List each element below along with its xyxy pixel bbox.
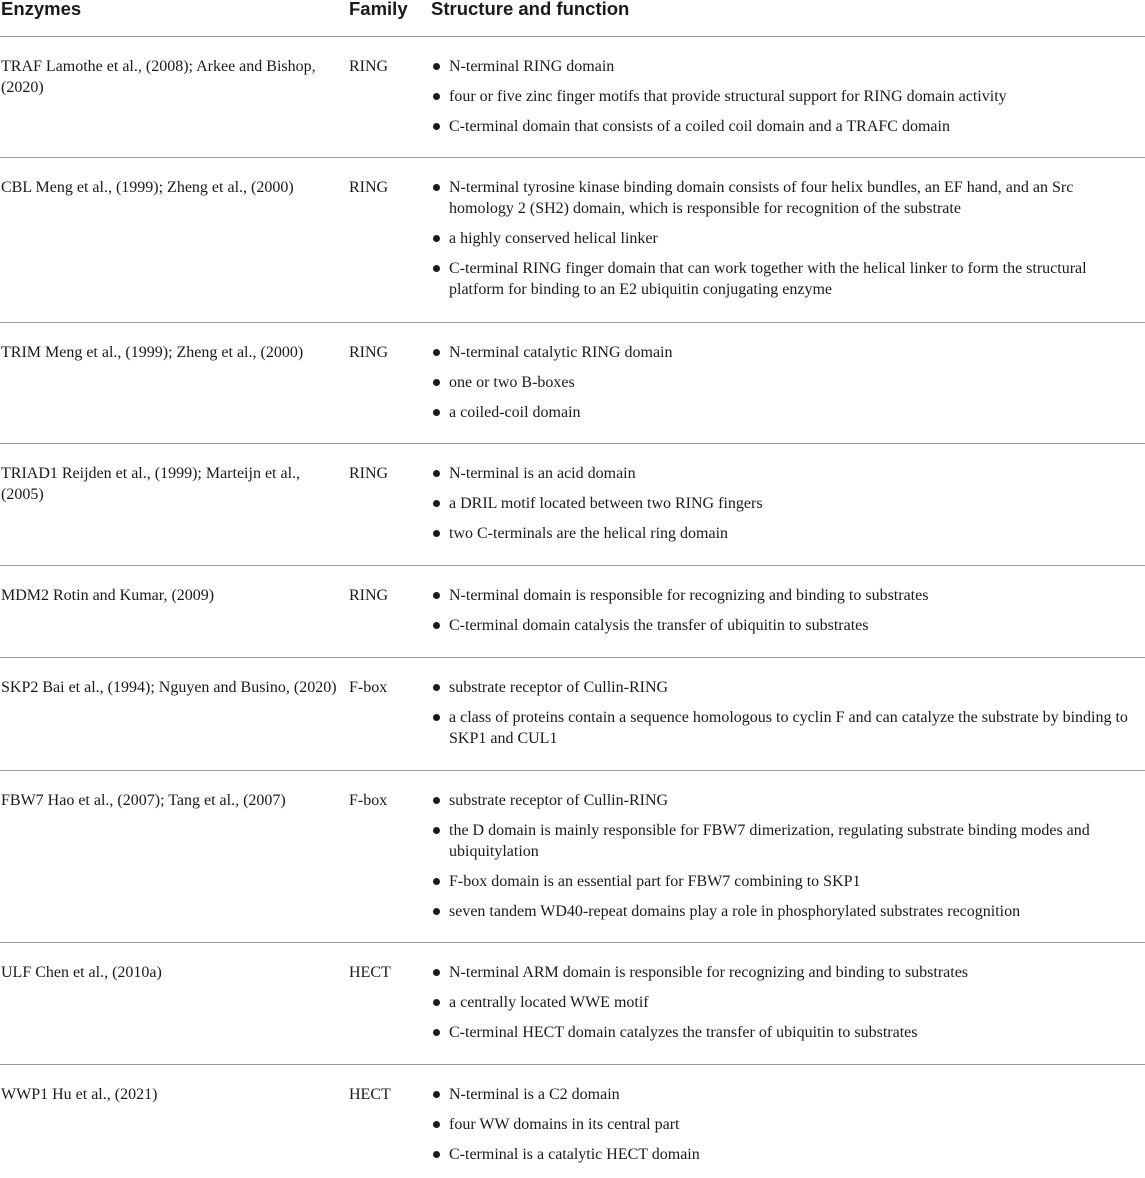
table-row bbox=[0, 771, 1145, 943]
list-item: C-terminal is a catalytic HECT domain bbox=[431, 1144, 1139, 1165]
list-item: N-terminal is a C2 domain bbox=[431, 1084, 1139, 1105]
header-structure: Structure and function bbox=[431, 0, 630, 19]
list-item: C-terminal domain that consists of a coiled coil domain and a TRAFC domain bbox=[431, 116, 1139, 137]
structure-cell bbox=[431, 1084, 1145, 1178]
list-item: one or two B-boxes bbox=[431, 372, 1139, 393]
structure-cell bbox=[431, 962, 1145, 1064]
family-name: RING bbox=[349, 465, 389, 482]
header-enzymes: Enzymes bbox=[1, 0, 82, 19]
family-name: F-box bbox=[349, 679, 388, 696]
list-item: a highly conserved helical linker bbox=[431, 228, 1139, 249]
structure-list bbox=[431, 342, 1139, 423]
family-name: HECT bbox=[349, 964, 391, 981]
list-item: C-terminal domain catalysis the transfer of ubiquitin to substrates bbox=[431, 615, 1139, 636]
family-cell bbox=[349, 1084, 431, 1178]
structure-list bbox=[431, 1084, 1139, 1165]
list-item: substrate receptor of Cullin-RING bbox=[431, 790, 1139, 811]
list-item: the D domain is mainly responsible for FBW7 dimerization, regulating substrate binding modes and ubiquitylation bbox=[431, 820, 1139, 862]
list-item: C-terminal HECT domain catalyzes the transfer of ubiquitin to substrates bbox=[431, 1022, 1139, 1043]
structure-cell bbox=[431, 677, 1145, 770]
family-name: RING bbox=[349, 58, 389, 75]
list-item: a DRIL motif located between two RING fingers bbox=[431, 493, 1139, 514]
enzyme-name: TRAF Lamothe et al., (2008); Arkee and Bishop, (2020) bbox=[1, 58, 316, 96]
family-cell bbox=[349, 790, 431, 942]
enzyme-cell bbox=[0, 790, 349, 942]
enzyme-cell bbox=[0, 463, 349, 565]
enzyme-cell bbox=[0, 585, 349, 657]
table-row bbox=[0, 444, 1145, 566]
structure-cell bbox=[431, 790, 1145, 942]
list-item: substrate receptor of Cullin-RING bbox=[431, 677, 1139, 698]
list-item: a coiled-coil domain bbox=[431, 402, 1139, 423]
enzyme-name: MDM2 Rotin and Kumar, (2009) bbox=[1, 587, 215, 604]
enzyme-cell bbox=[0, 56, 349, 157]
structure-list bbox=[431, 177, 1139, 300]
enzyme-cell bbox=[0, 342, 349, 443]
enzyme-cell bbox=[0, 677, 349, 770]
enzyme-cell bbox=[0, 962, 349, 1064]
structure-cell bbox=[431, 342, 1145, 443]
enzyme-name: CBL Meng et al., (1999); Zheng et al., (2000) bbox=[1, 179, 294, 196]
list-item: C-terminal RING finger domain that can work together with the helical linker to form the structural platform for binding to an E2 ubiquitin conjugating enzyme bbox=[431, 258, 1139, 300]
family-name: RING bbox=[349, 179, 389, 196]
table-row bbox=[0, 943, 1145, 1065]
list-item: N-terminal catalytic RING domain bbox=[431, 342, 1139, 363]
structure-list bbox=[431, 56, 1139, 137]
header-family: Family bbox=[349, 0, 408, 19]
table-row bbox=[0, 158, 1145, 323]
list-item: a class of proteins contain a sequence homologous to cyclin F and can catalyze the substrate by binding to SKP1 and CUL1 bbox=[431, 707, 1139, 749]
family-cell bbox=[349, 342, 431, 443]
table-header bbox=[0, 0, 1145, 37]
family-cell bbox=[349, 962, 431, 1064]
family-cell bbox=[349, 177, 431, 322]
enzyme-name: FBW7 Hao et al., (2007); Tang et al., (2007) bbox=[1, 792, 286, 809]
family-name: RING bbox=[349, 344, 389, 361]
structure-list bbox=[431, 585, 1139, 636]
family-name: HECT bbox=[349, 1086, 391, 1103]
list-item: N-terminal is an acid domain bbox=[431, 463, 1139, 484]
list-item: N-terminal domain is responsible for recognizing and binding to substrates bbox=[431, 585, 1139, 606]
enzyme-name: ULF Chen et al., (2010a) bbox=[1, 964, 162, 981]
structure-list bbox=[431, 463, 1139, 544]
structure-list bbox=[431, 790, 1139, 922]
table-row bbox=[0, 658, 1145, 771]
enzyme-name: TRIAD1 Reijden et al., (1999); Marteijn et al., (2005) bbox=[1, 465, 301, 503]
table-body bbox=[0, 37, 1145, 1178]
enzyme-cell bbox=[0, 177, 349, 322]
structure-cell bbox=[431, 177, 1145, 322]
family-cell bbox=[349, 677, 431, 770]
list-item: four WW domains in its central part bbox=[431, 1114, 1139, 1135]
family-cell bbox=[349, 56, 431, 157]
table-row bbox=[0, 323, 1145, 444]
table-row bbox=[0, 566, 1145, 658]
enzyme-cell bbox=[0, 1084, 349, 1178]
structure-cell bbox=[431, 56, 1145, 157]
structure-cell bbox=[431, 585, 1145, 657]
list-item: N-terminal RING domain bbox=[431, 56, 1139, 77]
structure-list bbox=[431, 962, 1139, 1043]
structure-cell bbox=[431, 463, 1145, 565]
family-name: RING bbox=[349, 587, 389, 604]
list-item: N-terminal ARM domain is responsible for recognizing and binding to substrates bbox=[431, 962, 1139, 983]
structure-list bbox=[431, 677, 1139, 749]
family-cell bbox=[349, 585, 431, 657]
enzyme-name: SKP2 Bai et al., (1994); Nguyen and Busino, (2020) bbox=[1, 679, 337, 696]
list-item: F-box domain is an essential part for FBW7 combining to SKP1 bbox=[431, 871, 1139, 892]
list-item: N-terminal tyrosine kinase binding domain consists of four helix bundles, an EF hand, and an Src homology 2 (SH2) domain, which is responsible for recognition of the substrate bbox=[431, 177, 1139, 219]
family-name: F-box bbox=[349, 792, 388, 809]
list-item: four or five zinc finger motifs that provide structural support for RING domain activity bbox=[431, 86, 1139, 107]
table-row bbox=[0, 37, 1145, 158]
family-cell bbox=[349, 463, 431, 565]
list-item: a centrally located WWE motif bbox=[431, 992, 1139, 1013]
enzyme-name: TRIM Meng et al., (1999); Zheng et al., (2000) bbox=[1, 344, 304, 361]
table-row bbox=[0, 1065, 1145, 1178]
list-item: seven tandem WD40-repeat domains play a role in phosphorylated substrates recognition bbox=[431, 901, 1139, 922]
enzyme-name: WWP1 Hu et al., (2021) bbox=[1, 1086, 158, 1103]
list-item: two C-terminals are the helical ring domain bbox=[431, 523, 1139, 544]
